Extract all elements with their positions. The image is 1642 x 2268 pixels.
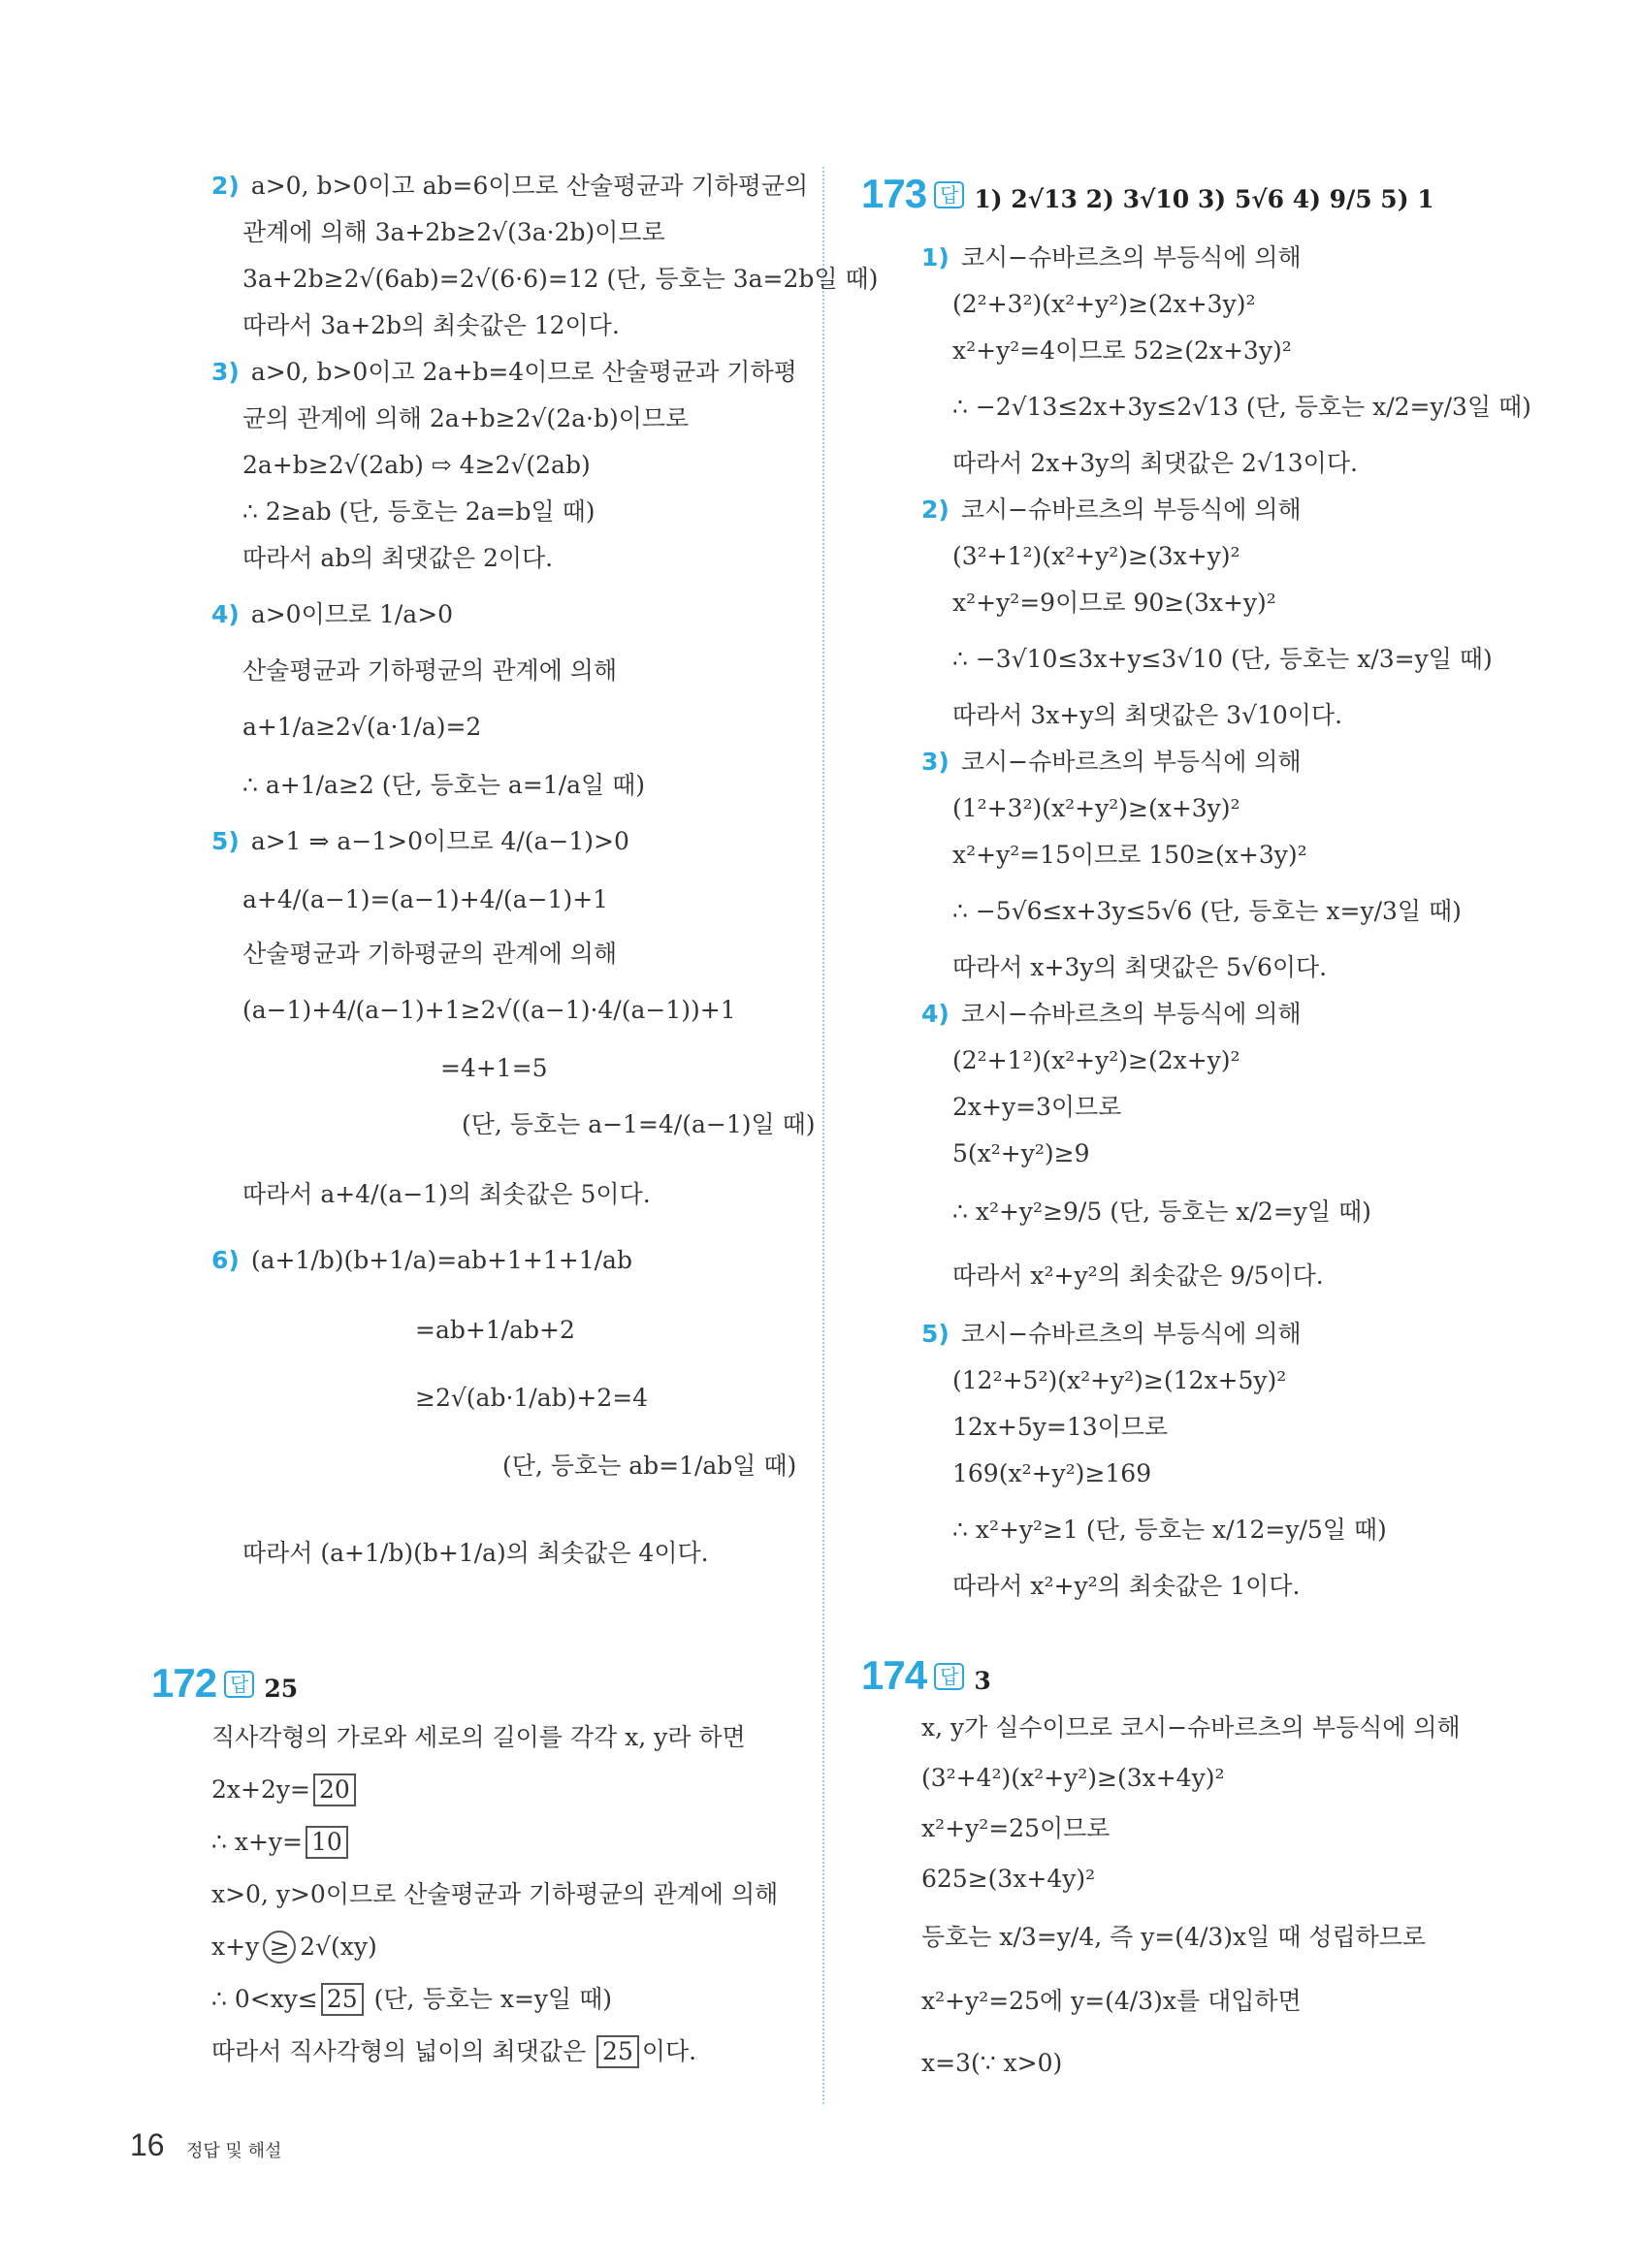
problem-173-4-line-1: 4) 코시−슈바르츠의 부등식에 의해 (921, 1000, 1302, 1028)
problem-171-5-line-3: 산술평균과 기하평균의 관계에 의해 (242, 940, 618, 968)
problem-173-5-line-3: 12x+5y=13이므로 (952, 1413, 1169, 1441)
problem-174-line-5: 등호는 x/3=y/4, 즉 y=(4/3)x일 때 성립하므로 (921, 1923, 1427, 1951)
problem-174-line-2: (3²+4²)(x²+y²)≥(3x+4y)² (921, 1764, 1225, 1792)
answer-list: 1) 2√13 2) 3√10 3) 5√6 4) 9/5 5) 1 (974, 185, 1434, 213)
problem-171-2-line-1: 2) a>0, b>0이고 ab=6이므로 산술평균과 기하평균의 (211, 172, 809, 200)
problem-171-3-line-4: ∴ 2≥ab (단, 등호는 2a=b일 때) (242, 497, 596, 526)
problem-172-line-6: ∴ 0<xy≤ 25 (단, 등호는 x=y일 때) (211, 1980, 612, 2019)
problem-173-2-line-4: ∴ −3√10≤3x+y≤3√10 (단, 등호는 x/3=y일 때) (952, 645, 1493, 673)
problem-173-1-line-3: x²+y²=4이므로 52≥(2x+3y)² (952, 336, 1292, 365)
problem-171-5-line-6: (단, 등호는 a−1=4/(a−1)일 때) (462, 1110, 816, 1138)
problem-number: 173 (861, 171, 927, 216)
problem-173-3-line-2: (1²+3²)(x²+y²)≥(x+3y)² (952, 794, 1240, 822)
problem-171-3-line-2: 균의 관계에 의해 2a+b≥2√(2a·b)이므로 (242, 404, 690, 432)
problem-171-6-line-5: 따라서 (a+1/b)(b+1/a)의 최솟값은 4이다. (242, 1539, 709, 1567)
problem-173-2-line-3: x²+y²=9이므로 90≥(3x+y)² (952, 589, 1276, 617)
problem-173-3-line-1: 3) 코시−슈바르츠의 부등식에 의해 (921, 748, 1302, 776)
circled-answer: ≥ (263, 1931, 296, 1964)
answer-box: 25 (596, 2035, 639, 2068)
problem-172-header (151, 1658, 298, 1714)
problem-173-1-line-5: 따라서 2x+3y의 최댓값은 2√13이다. (952, 449, 1358, 477)
problem-173-3-line-3: x²+y²=15이므로 150≥(x+3y)² (952, 841, 1307, 869)
problem-173-5-line-5: ∴ x²+y²≥1 (단, 등호는 x/12=y/5일 때) (952, 1516, 1387, 1544)
problem-171-4-line-4: ∴ a+1/a≥2 (단, 등호는 a=1/a일 때) (242, 771, 646, 799)
problem-173-5-line-6: 따라서 x²+y²의 최솟값은 1이다. (952, 1572, 1301, 1600)
answer-value: 3 (974, 1667, 991, 1695)
problem-171-6-line-2: =ab+1/ab+2 (415, 1316, 575, 1344)
problem-172-line-2: 2x+2y= 20 (211, 1771, 359, 1809)
problem-171-2-line-4: 따라서 3a+2b의 최솟값은 12이다. (242, 311, 620, 339)
problem-172-line-4: x>0, y>0이므로 산술평균과 기하평균의 관계에 의해 (211, 1880, 779, 1908)
problem-173-5-line-1: 5) 코시−슈바르츠의 부등식에 의해 (921, 1320, 1302, 1348)
problem-173-4-line-2: (2²+1²)(x²+y²)≥(2x+y)² (952, 1046, 1240, 1074)
answer-badge: 답 (224, 1671, 254, 1698)
problem-171-6-line-4: (단, 등호는 ab=1/ab일 때) (502, 1452, 797, 1480)
problem-173-4-line-3: 2x+y=3이므로 (952, 1093, 1122, 1121)
problem-172-line-5: x+y ≥ 2√(xy) (211, 1928, 377, 1966)
problem-173-3-line-5: 따라서 x+3y의 최댓값은 5√6이다. (952, 953, 1328, 981)
problem-174-line-6: x²+y²=25에 y=(4/3)x를 대입하면 (921, 1987, 1302, 2015)
problem-171-3-line-5: 따라서 ab의 최댓값은 2이다. (242, 544, 554, 572)
problem-173-2-line-5: 따라서 3x+y의 최댓값은 3√10이다. (952, 701, 1343, 729)
problem-171-6-line-3: ≥2√(ab·1/ab)+2=4 (415, 1384, 649, 1412)
answer-badge: 답 (934, 181, 964, 208)
problem-172-line-7: 따라서 직사각형의 넓이의 최댓값은 25 이다. (211, 2032, 696, 2071)
problem-number: 174 (861, 1652, 927, 1698)
problem-171-5-line-5: =4+1=5 (440, 1054, 548, 1082)
problem-172-line-1: 직사각형의 가로와 세로의 길이를 각각 x, y라 하면 (211, 1723, 746, 1751)
problem-171-2-line-2: 관계에 의해 3a+2b≥2√(3a·2b)이므로 (242, 218, 665, 246)
problem-171-5-line-2: a+4/(a−1)=(a−1)+4/(a−1)+1 (242, 885, 609, 913)
problem-173-1-line-1: 1) 코시−슈바르츠의 부등식에 의해 (921, 243, 1302, 272)
problem-171-3-line-1: 3) a>0, b>0이고 2a+b=4이므로 산술평균과 기하평 (211, 358, 797, 386)
problem-number: 172 (151, 1660, 217, 1706)
answer-value: 25 (264, 1675, 299, 1703)
problem-173-2-line-1: 2) 코시−슈바르츠의 부등식에 의해 (921, 495, 1302, 524)
problem-173-3-line-4: ∴ −5√6≤x+3y≤5√6 (단, 등호는 x=y/3일 때) (952, 897, 1462, 925)
problem-173-4-line-6: 따라서 x²+y²의 최솟값은 9/5이다. (952, 1262, 1324, 1290)
problem-171-5-line-7: 따라서 a+4/(a−1)의 최솟값은 5이다. (242, 1180, 651, 1208)
answer-box: 20 (313, 1773, 356, 1806)
answer-box: 25 (321, 1983, 364, 2016)
problem-171-4-line-3: a+1/a≥2√(a·1/a)=2 (242, 713, 482, 741)
problem-173-5-line-4: 169(x²+y²)≥169 (952, 1459, 1152, 1487)
problem-173-1-line-2: (2²+3²)(x²+y²)≥(2x+3y)² (952, 290, 1256, 318)
problem-173-4-line-5: ∴ x²+y²≥9/5 (단, 등호는 x/2=y일 때) (952, 1198, 1371, 1226)
problem-173-5-line-2: (12²+5²)(x²+y²)≥(12x+5y)² (952, 1366, 1287, 1394)
page-number: 16 (130, 2127, 165, 2162)
problem-171-5-line-4: (a−1)+4/(a−1)+1≥2√((a−1)·4/(a−1))+1 (242, 996, 736, 1024)
problem-171-3-line-3: 2a+b≥2√(2ab) ⇨ 4≥2√(2ab) (242, 451, 591, 479)
column-divider (822, 167, 824, 2104)
answer-box: 10 (306, 1826, 348, 1859)
problem-173-1-line-4: ∴ −2√13≤2x+3y≤2√13 (단, 등호는 x/2=y/3일 때) (952, 393, 1531, 421)
problem-171-5-line-1: 5) a>1 ⇒ a−1>0이므로 4/(a−1)>0 (211, 827, 629, 855)
problem-173-2-line-2: (3²+1²)(x²+y²)≥(3x+y)² (952, 542, 1240, 570)
problem-174-header (861, 1650, 991, 1707)
answer-badge: 답 (934, 1663, 964, 1690)
problem-174-line-7: x=3(∵ x>0) (921, 2049, 1063, 2077)
footer-label: 정답 및 해설 (186, 2141, 282, 2161)
problem-171-6-line-1: 6) (a+1/b)(b+1/a)=ab+1+1+1/ab (211, 1246, 632, 1274)
problem-171-4-line-2: 산술평균과 기하평균의 관계에 의해 (242, 656, 618, 685)
problem-173-header (861, 169, 1434, 225)
problem-171-4-line-1: 4) a>0이므로 1/a>0 (211, 600, 454, 628)
problem-173-4-line-4: 5(x²+y²)≥9 (952, 1139, 1090, 1167)
problem-174-line-1: x, y가 실수이므로 코시−슈바르츠의 부등식에 의해 (921, 1713, 1461, 1741)
problem-174-line-3: x²+y²=25이므로 (921, 1814, 1111, 1842)
problem-171-2-line-3: 3a+2b≥2√(6ab)=2√(6·6)=12 (단, 등호는 3a=2b일 때) (242, 265, 879, 293)
problem-172-line-3: ∴ x+y= 10 (211, 1823, 351, 1862)
problem-174-line-4: 625≥(3x+4y)² (921, 1865, 1096, 1893)
